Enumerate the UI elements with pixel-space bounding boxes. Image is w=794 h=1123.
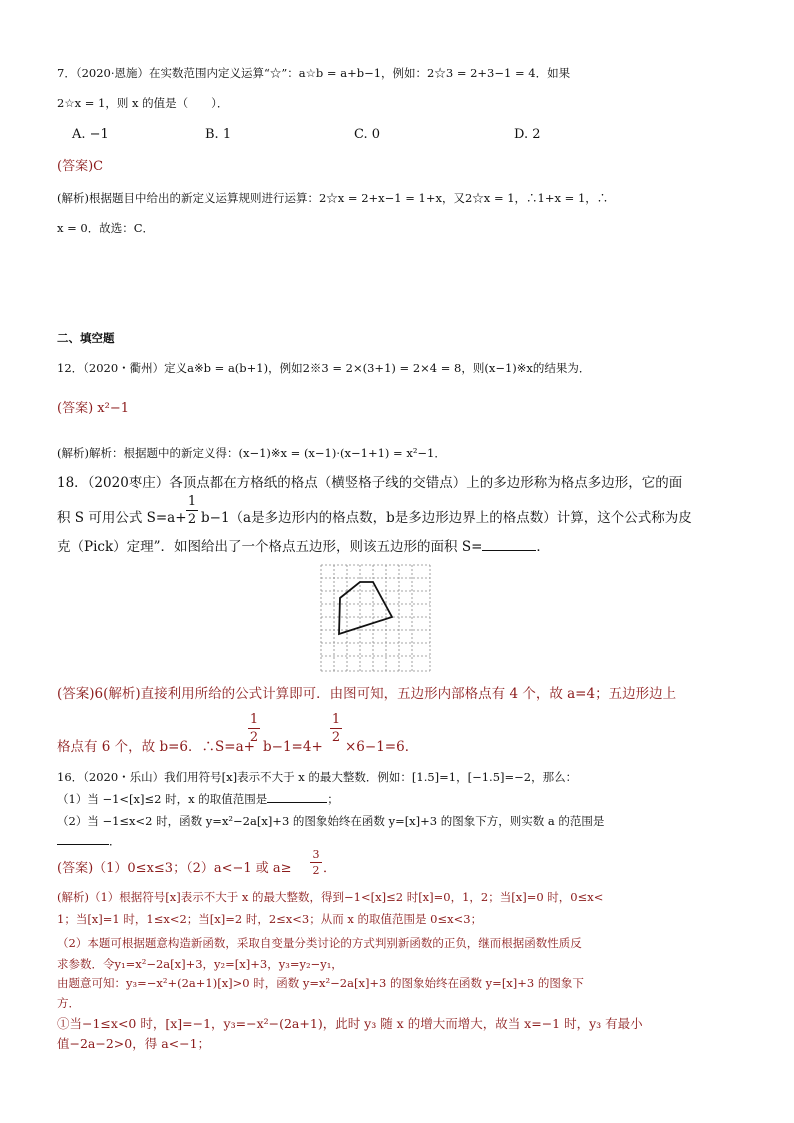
q16-analysis-5: 由题意可知：y₃=−x²+(2a+1)[x]>0 时，函数 y=x²−2a[x]+3 的图象始终在函数 y=[x]+3 的图象下: [57, 976, 584, 990]
q16-line1: 16．（2020・乐山）我们用符号[x]表示不大于 x 的最大整数．例如：[1.5]=1，[−1.5]=−2，那么：: [57, 770, 578, 784]
q7-line2: 2☆x = 1，则 x 的值是（ ）．: [57, 96, 229, 110]
q12-analysis: (解析)解析：根据题中的新定义得：(x−1)※x = (x−1)·(x−1+1) = x²−1．: [57, 446, 446, 460]
q16-analysis-6: 方．: [57, 996, 80, 1010]
q7-option-a: A. −1: [72, 127, 109, 142]
q16-answer: (答案)（1）0≤x≤3；（2）a<−1 或 a≥: [57, 861, 292, 876]
q18-answer-2c: ×6−1=6．: [345, 739, 419, 755]
q16-analysis-1: (解析)（1）根据符号[x]表示不大于 x 的最大整数，得到−1<[x]≤2 时[x]=0，1，2；当[x]=0 时，0≤x<: [57, 890, 604, 904]
q7-answer: (答案)C: [57, 159, 104, 174]
q18-line3: [57, 538, 550, 556]
q16-answer-frac-num: 3: [312, 848, 320, 861]
q18-answer-frac-1: [248, 712, 260, 745]
grid-lines: [321, 565, 430, 671]
q16-line2: [57, 790, 339, 808]
q18-line2-a: 积 S 可用公式 S=a+: [57, 510, 187, 526]
q18-answer-frac-1-den: 2: [249, 730, 259, 745]
q18-line3-text: 克（Pick）定理”．如图给出了一个格点五边形，则该五边形的面积 S=: [57, 539, 483, 555]
q18-line1: 18．（2020枣庄）各顶点都在方格纸的格点（横竖格子线的交错点）上的多边形称为格点多边形，它的面: [57, 475, 683, 491]
q18-fraction-den: 2: [187, 512, 197, 527]
q18-answer-frac-1-num: 1: [249, 712, 259, 727]
q18-answer-blank[interactable]: [482, 538, 536, 551]
q18-answer-2b: b−1=4+: [263, 739, 323, 755]
q18-line2-b: b−1（a是多边形内的格点数，b是多边形边界上的格点数）计算，这个公式称为皮: [201, 510, 692, 526]
q16-line2-text: （1）当 −1<[x]≤2 时，x 的取值范围是: [57, 792, 268, 806]
lattice-pentagon-figure: [320, 564, 432, 672]
q18-answer-frac-2-den: 2: [331, 730, 341, 745]
q18-answer-1: (答案)6(解析)直接利用所给的公式计算即可．由图可知，五边形内部格点有 4 个，故 a=4；五边形边上: [57, 686, 677, 702]
q7-option-b: B. 1: [205, 127, 232, 142]
q18-fraction-num: 1: [187, 494, 197, 509]
q16-analysis-8: 值−2a−2>0，得 a<−1；: [57, 1036, 211, 1051]
q16-line4-end: ．: [109, 834, 121, 848]
q16-analysis-7: ①当−1≤x<0 时，[x]=−1，y₃=−x²−(2a+1)，此时 y₃ 随 x 的增大而增大，故当 x=−1 时，y₃ 有最小: [57, 1016, 643, 1031]
q18-fraction: [186, 494, 198, 527]
q16-analysis-4: 求参数．令y₁=x²−2a[x]+3，y₂=[x]+3，y₃=y₂−y₁，: [57, 957, 343, 971]
q18-line3-end: ．: [536, 539, 550, 555]
q16-blank-1[interactable]: [267, 790, 327, 803]
q12-line: 12．（2020・衢州）定义a※b = a(b+1)，例如2※3 = 2×(3+1) = 2×4 = 8，则(x−1)※x的结果为．: [57, 361, 591, 375]
q12-answer: (答案) x²−1: [57, 401, 129, 416]
q16-line3: （2）当 −1≤x<2 时，函数 y=x²−2a[x]+3 的图象始终在函数 y=[x]+3 的图象下方，则实数 a 的范围是: [57, 814, 605, 828]
q16-blank-2[interactable]: [57, 832, 109, 845]
q16-analysis-3: （2）本题可根据题意构造新函数，采取自变量分类讨论的方式判别新函数的正负，继而根据函数性质反: [57, 936, 582, 950]
q7-option-d: D. 2: [514, 127, 541, 142]
q16-answer-frac: [310, 848, 322, 877]
q7-analysis-2: x = 0．故选：C．: [57, 221, 155, 235]
q16-answer-frac-den: 2: [312, 864, 320, 877]
q16-line4: [57, 832, 121, 850]
q16-analysis-2: 1；当[x]=1 时，1≤x<2；当[x]=2 时，2≤x<3；从而 x 的取值范围是 0≤x<3；: [57, 912, 483, 926]
q7-line1: 7．（2020·恩施）在实数范围内定义运算“☆”：a☆b = a+b−1，例如：2☆3 = 2+3−1 = 4．如果: [57, 66, 571, 80]
q18-answer-2a: 格点有 6 个，故 b=6．∴S=a+: [57, 739, 255, 755]
q16-line2-end: ；: [327, 792, 339, 806]
q16-answer-end: ．: [323, 861, 337, 876]
q18-answer-frac-2-num: 1: [331, 712, 341, 727]
q7-option-c: C. 0: [354, 127, 381, 142]
section-title: 二、填空题: [57, 331, 115, 345]
q7-analysis-1: (解析)根据题目中给出的新定义运算规则进行运算：2☆x = 2+x−1 = 1+x，又2☆x = 1，∴1+x = 1，∴: [57, 191, 609, 205]
q18-answer-frac-2: [330, 712, 342, 745]
